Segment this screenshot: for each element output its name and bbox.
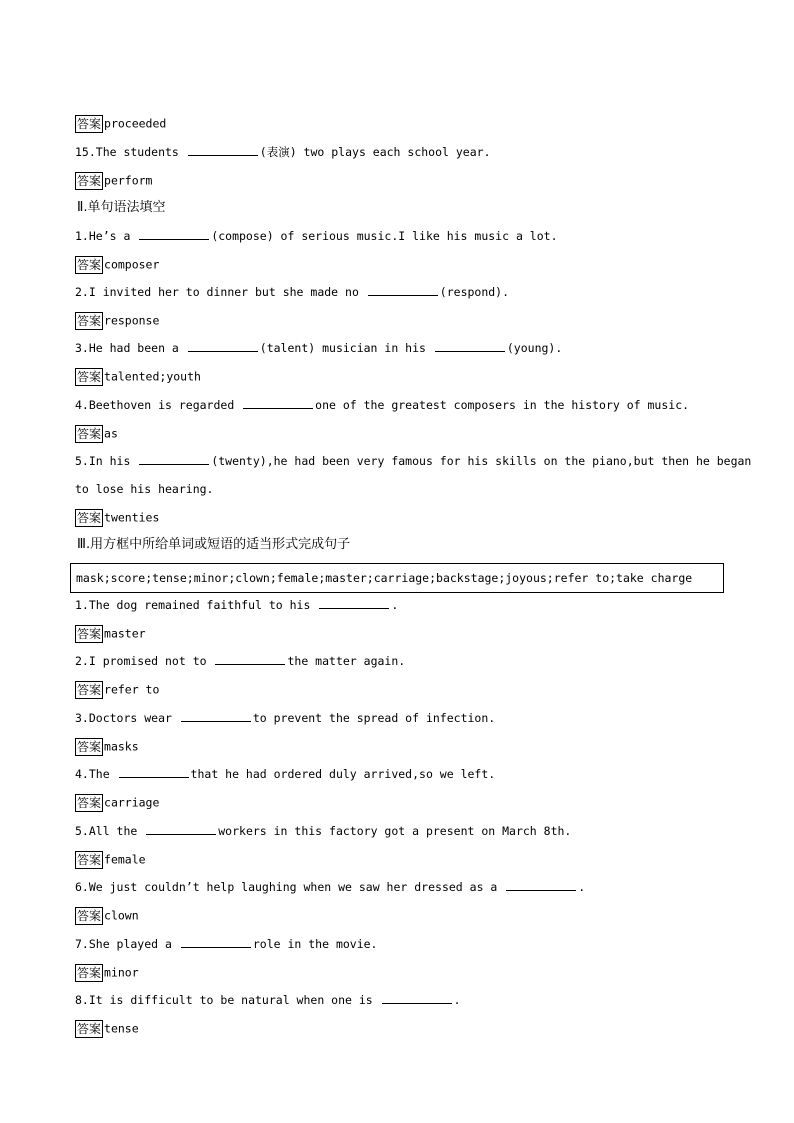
answer-line — [75, 255, 159, 273]
answer-text: tense — [104, 1021, 139, 1036]
question-text: the matter again. — [287, 654, 406, 668]
answer-label-box: 答案 — [77, 965, 102, 980]
answer-label-box: 答案 — [77, 116, 102, 131]
question-text: 3.He had been a — [75, 341, 186, 355]
question-text: 4.The — [75, 767, 117, 781]
answer-line — [75, 737, 139, 755]
answer-line — [75, 311, 159, 329]
question-line — [75, 765, 495, 783]
answer-blank — [382, 991, 452, 1004]
answer-blank — [215, 652, 285, 665]
question-text: 1.The dog remained faithful to his — [75, 598, 318, 612]
answer-text: twenties — [104, 510, 160, 525]
question-text: 1.He’s a — [75, 229, 138, 243]
answer-line — [75, 624, 146, 642]
answer-label-box: 答案 — [77, 173, 102, 188]
question-text: 7.She played a — [75, 937, 179, 951]
question-text: workers in this factory got a present on March 8th. — [218, 824, 572, 838]
section-heading: Ⅱ.单句语法填空 — [77, 200, 166, 215]
answer-line — [75, 850, 146, 868]
question-text: 2.I invited her to dinner but she made no — [75, 285, 366, 299]
question-text: (表演) two plays each school year. — [259, 145, 491, 159]
answer-blank — [319, 596, 389, 609]
answer-line — [75, 114, 166, 132]
answer-text: carriage — [104, 795, 160, 810]
answer-text: response — [104, 313, 160, 328]
answer-blank — [188, 339, 258, 352]
question-text: (talent) musician in his — [259, 341, 433, 355]
question-line — [75, 143, 491, 161]
question-line — [75, 822, 571, 840]
answer-line — [75, 508, 159, 526]
answer-blank — [435, 339, 505, 352]
answer-text: master — [104, 626, 146, 641]
question-line — [75, 396, 689, 414]
question-line — [75, 652, 405, 670]
word-bank-box: mask;score;tense;minor;clown;female;master;carriage;backstage;joyous;refer to;take charge — [70, 563, 724, 593]
answer-text: minor — [104, 965, 139, 980]
answer-line — [75, 906, 139, 924]
question-text: 6.We just couldn’t help laughing when we saw her dressed as a — [75, 880, 505, 894]
answer-blank — [181, 709, 251, 722]
answer-blank — [368, 283, 438, 296]
answer-blank — [119, 765, 189, 778]
answer-label-box: 答案 — [77, 1021, 102, 1036]
question-line — [75, 339, 562, 357]
question-text: 3.Doctors wear — [75, 711, 179, 725]
question-line — [75, 709, 495, 727]
question-line — [75, 452, 751, 470]
answer-line — [75, 424, 118, 442]
answer-line — [75, 793, 159, 811]
answer-text: as — [104, 426, 118, 441]
answer-blank — [243, 396, 313, 409]
question-line — [75, 878, 585, 896]
question-text: that he had ordered duly arrived,so we left. — [190, 767, 496, 781]
question-text: role in the movie. — [252, 937, 378, 951]
answer-label-box: 答案 — [77, 795, 102, 810]
continuation-line: to lose his hearing. — [75, 482, 214, 496]
question-line — [75, 991, 461, 1009]
answer-blank — [146, 822, 216, 835]
question-text: 5.In his — [75, 454, 138, 468]
question-text: to prevent the spread of infection. — [252, 711, 496, 725]
question-line — [75, 935, 377, 953]
answer-label-box: 答案 — [77, 369, 102, 384]
answer-blank — [139, 452, 209, 465]
question-text: 2.I promised not to — [75, 654, 214, 668]
answer-label-box: 答案 — [77, 852, 102, 867]
answer-text: clown — [104, 908, 139, 923]
answer-text: perform — [104, 173, 153, 188]
question-line — [75, 283, 509, 301]
answer-line — [75, 680, 159, 698]
answer-blank — [139, 227, 209, 240]
section-heading: Ⅲ.用方框中所给单词或短语的适当形式完成句子 — [77, 537, 351, 552]
question-text: 8.It is difficult to be natural when one is — [75, 993, 380, 1007]
answer-text: talented;youth — [104, 369, 201, 384]
question-text: 15.The students — [75, 145, 186, 159]
answer-line — [75, 171, 152, 189]
question-text: . — [391, 598, 399, 612]
answer-blank — [188, 143, 258, 156]
answer-label-box: 答案 — [77, 626, 102, 641]
answer-text: refer to — [104, 682, 160, 697]
question-line — [75, 227, 558, 245]
question-text: (compose) of serious music.I like his music a lot. — [211, 229, 558, 243]
question-text: (respond). — [439, 285, 510, 299]
answer-label-box: 答案 — [77, 682, 102, 697]
answer-label-box: 答案 — [77, 313, 102, 328]
answer-text: composer — [104, 257, 160, 272]
question-text: 5.All the — [75, 824, 145, 838]
answer-label-box: 答案 — [77, 510, 102, 525]
answer-label-box: 答案 — [77, 426, 102, 441]
answer-line — [75, 1019, 139, 1037]
question-text: . — [453, 993, 461, 1007]
answer-line — [75, 963, 139, 981]
answer-label-box: 答案 — [77, 908, 102, 923]
question-text: . — [578, 880, 586, 894]
answer-label-box: 答案 — [77, 257, 102, 272]
answer-text: female — [104, 852, 146, 867]
answer-blank — [506, 878, 576, 891]
question-text: 4.Beethoven is regarded — [75, 398, 242, 412]
answer-label-box: 答案 — [77, 739, 102, 754]
answer-text: proceeded — [104, 116, 167, 131]
question-text: (twenty),he had been very famous for his skills on the piano,but then he began — [211, 454, 752, 468]
answer-line — [75, 367, 201, 385]
question-text: (young). — [506, 341, 563, 355]
question-line — [75, 596, 398, 614]
answer-text: masks — [104, 739, 139, 754]
answer-blank — [181, 935, 251, 948]
question-text: one of the greatest composers in the history of music. — [315, 398, 690, 412]
